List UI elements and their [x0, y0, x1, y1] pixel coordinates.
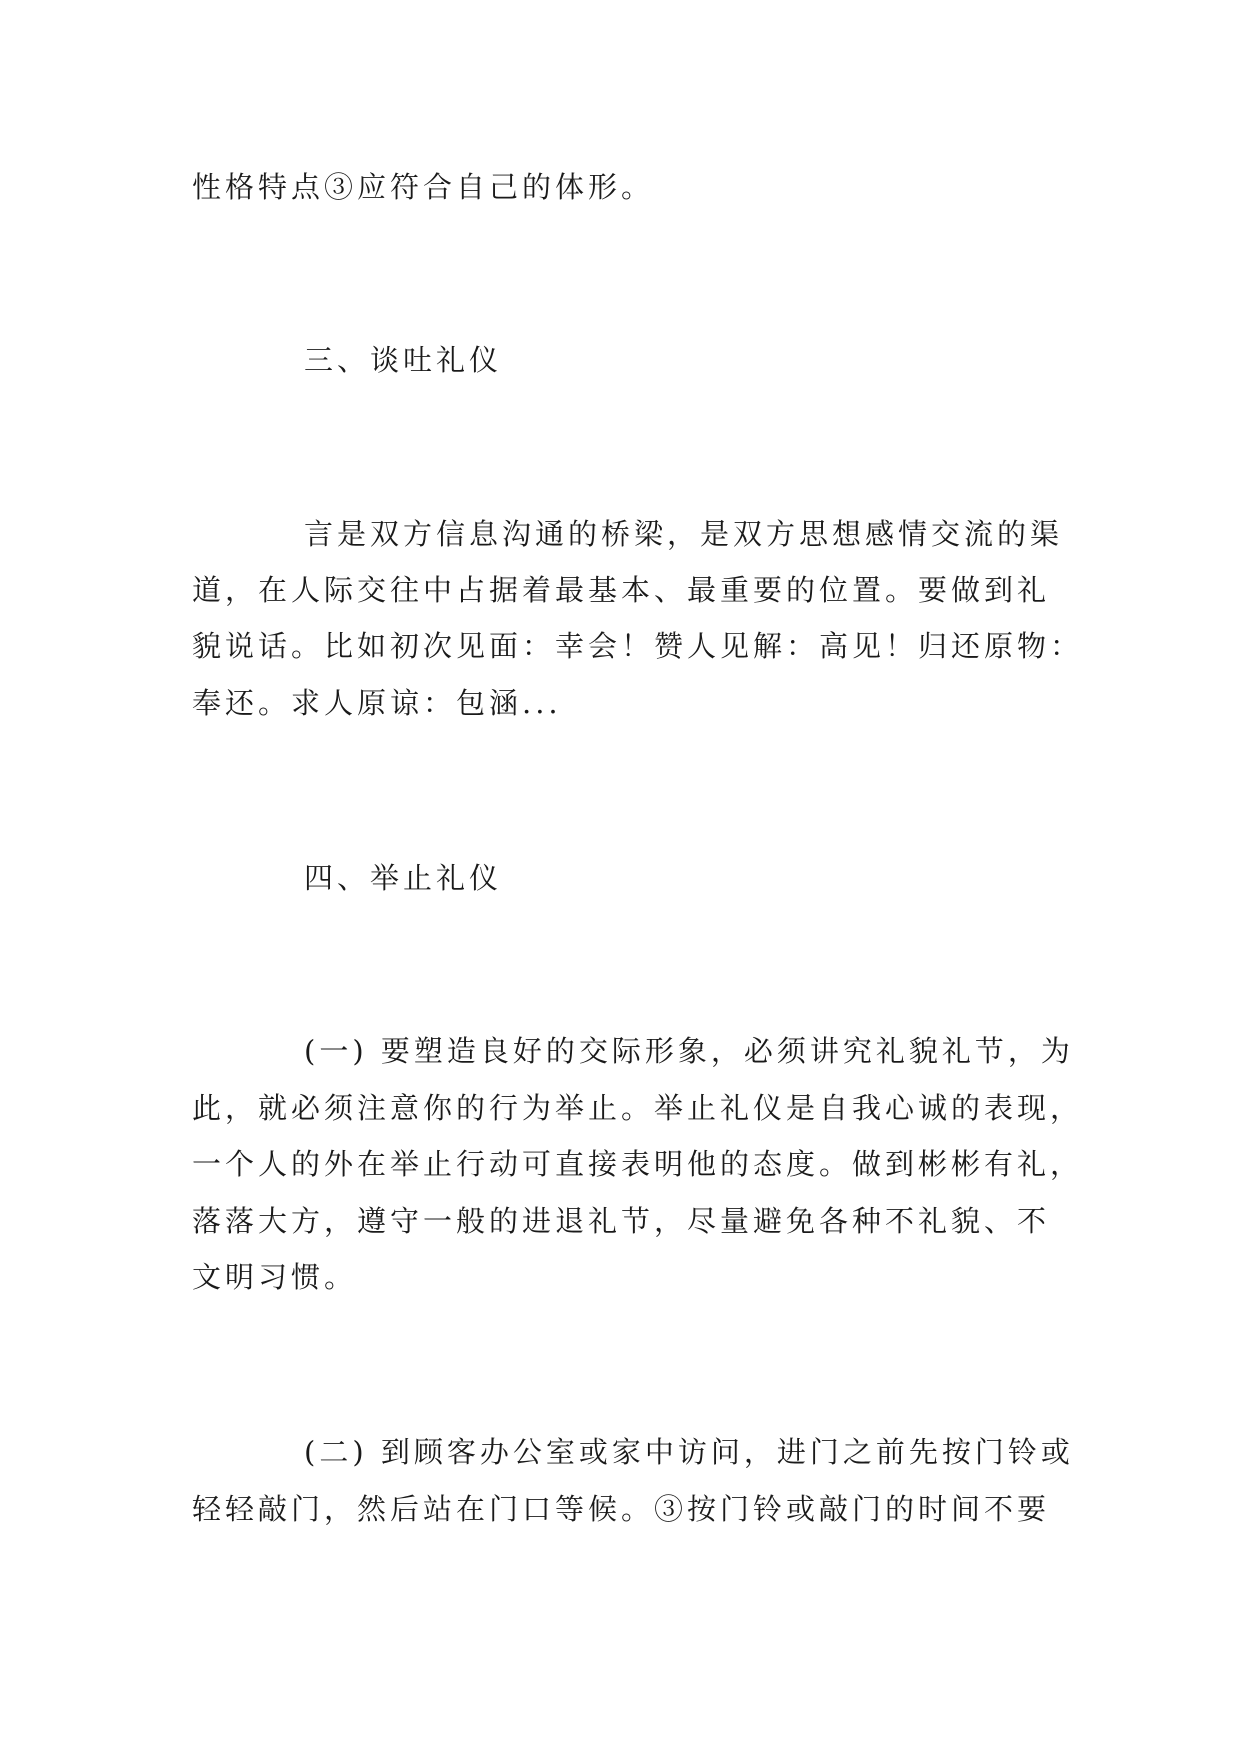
section-heading-3: 三、谈吐礼仪	[304, 343, 503, 377]
paragraph-line: 轻轻敲门，然后站在门口等候。③按门铃或敲门的时间不要	[192, 1492, 1051, 1526]
paragraph-line: 落落大方，遵守一般的进退礼节，尽量避免各种不礼貌、不	[192, 1204, 1051, 1238]
paragraph-line: 道，在人际交往中占据着最基本、最重要的位置。要做到礼	[192, 573, 1051, 607]
paragraph-line: 貌说话。比如初次见面：幸会！赞人见解：高见！归还原物：	[192, 629, 1084, 663]
paragraph-line: 此，就必须注意你的行为举止。举止礼仪是自我心诚的表现，	[192, 1091, 1084, 1125]
paragraph-line: 文明习惯。	[192, 1260, 358, 1294]
paragraph-line: 言是双方信息沟通的桥梁，是双方思想感情交流的渠	[304, 517, 1064, 551]
paragraph-line: (一) 要塑造良好的交际形象，必须讲究礼貌礼节，为	[304, 1034, 1074, 1068]
paragraph-line: (二) 到顾客办公室或家中访问，进门之前先按门铃或	[304, 1435, 1074, 1469]
continuation-text: 性格特点③应符合自己的体形。	[192, 170, 655, 204]
section-heading-4: 四、举止礼仪	[304, 861, 503, 895]
paragraph-line: 奉还。求人原谅：包涵...	[192, 686, 562, 720]
paragraph-line: 一个人的外在举止行动可直接表明他的态度。做到彬彬有礼，	[192, 1147, 1084, 1181]
